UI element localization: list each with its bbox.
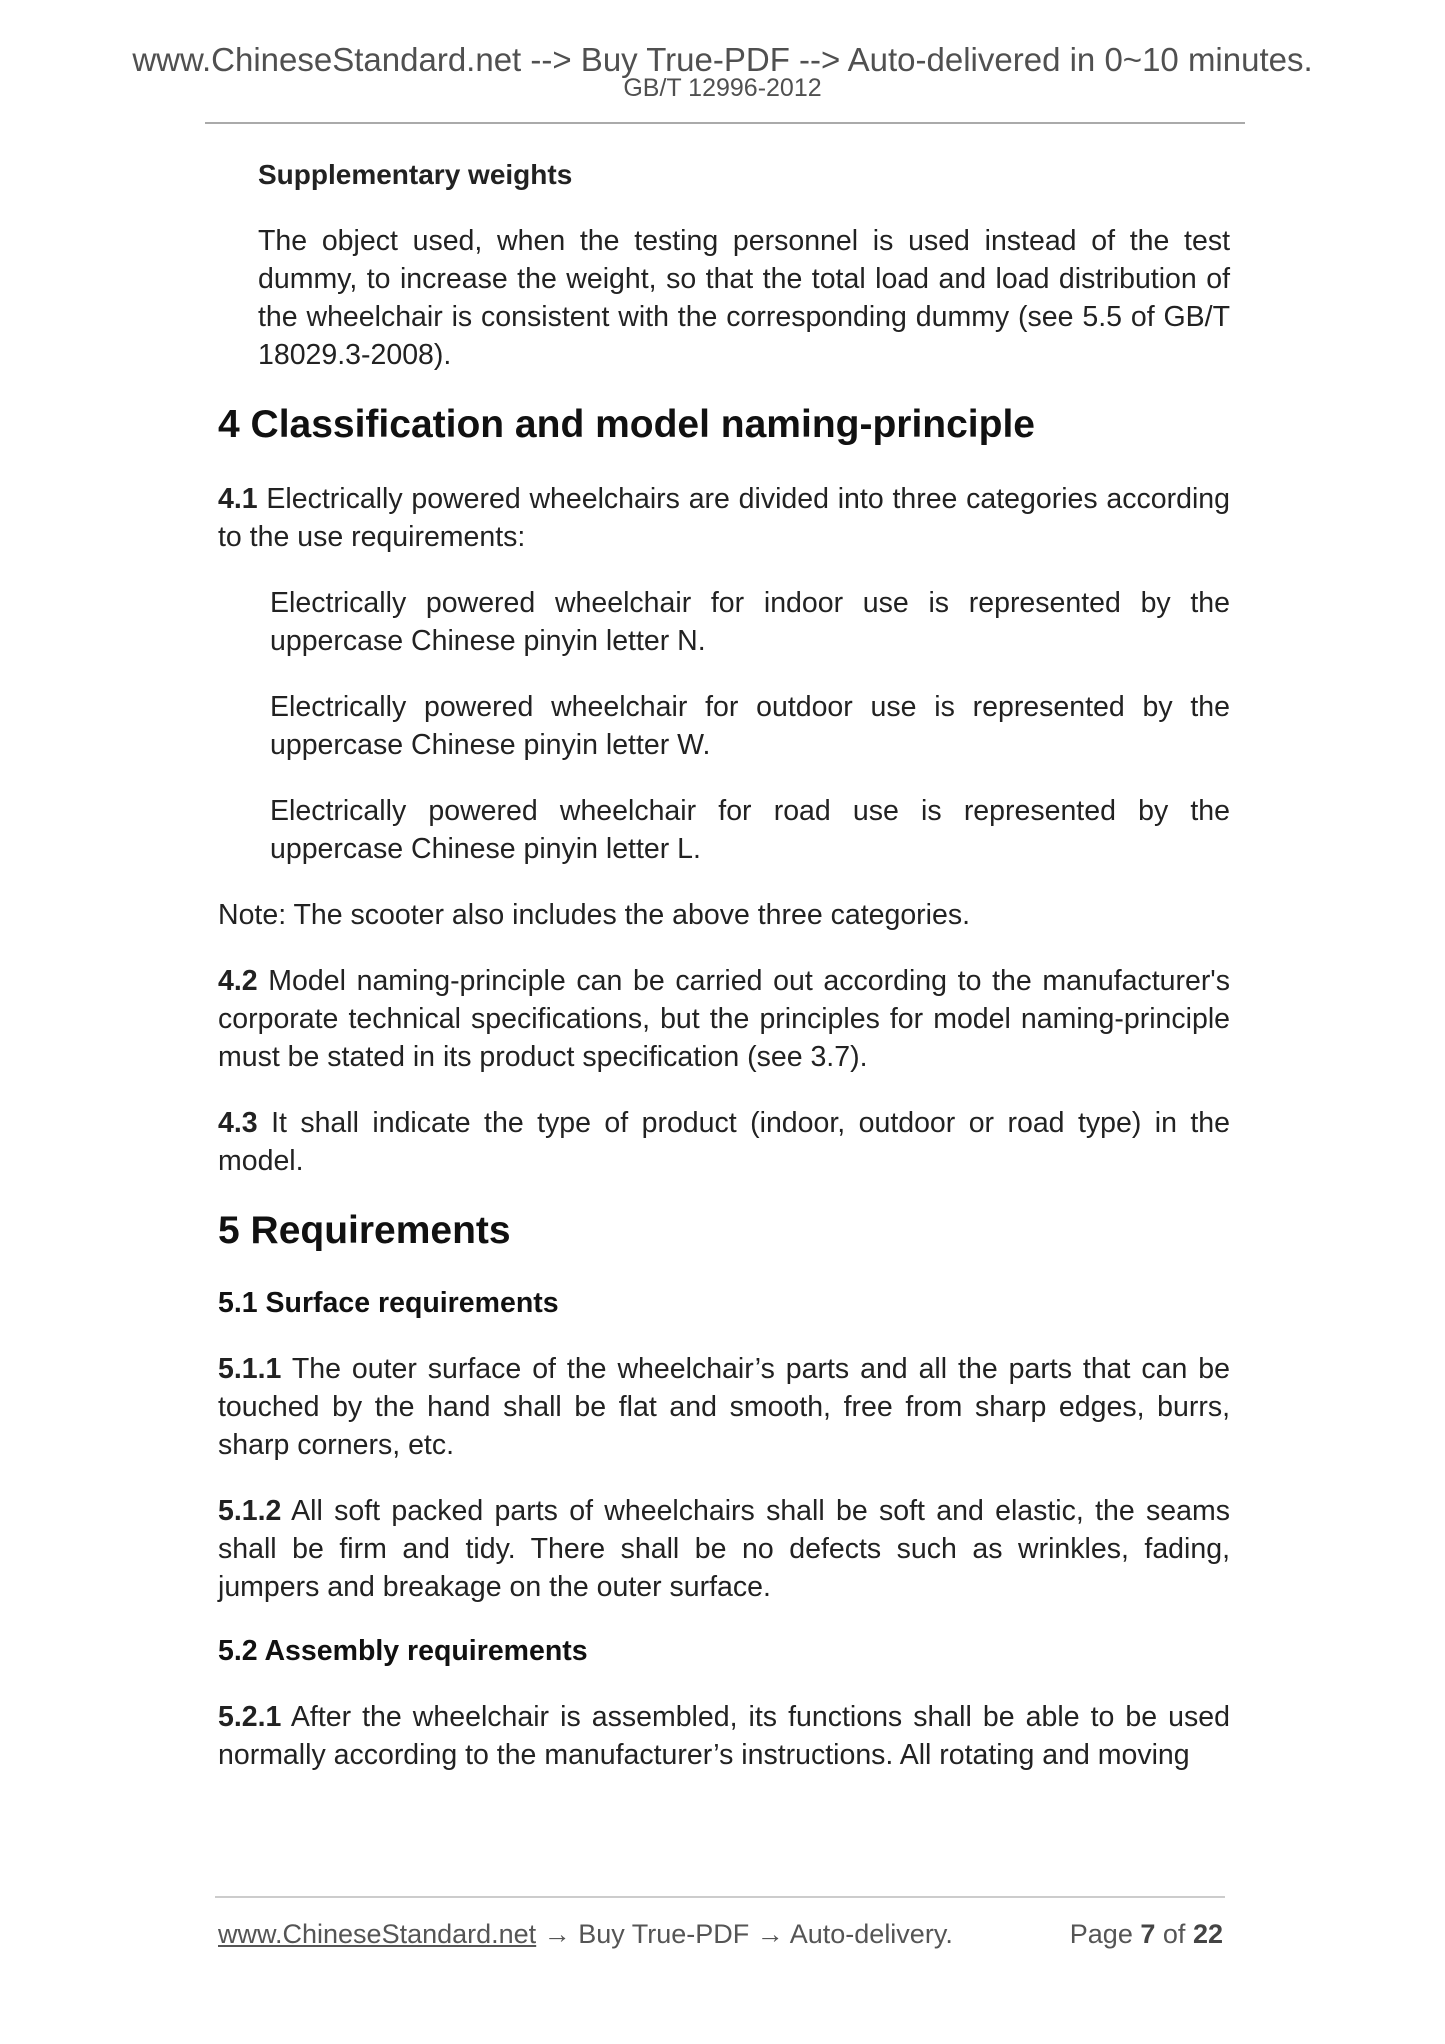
of-label: of — [1162, 1919, 1186, 1949]
footer — [218, 1918, 1223, 1950]
page-label: Page — [1069, 1919, 1133, 1949]
clause-text: Model naming-principle can be carried out according to the manufacturer's corporate technical specifications, but the principles for model naming-principle must be stated in its product specification (see 3.7). — [218, 965, 1230, 1073]
subsection-5-2-heading: 5.2 Assembly requirements — [218, 1635, 588, 1667]
subsection-5-1-heading: 5.1 Surface requirements — [218, 1287, 559, 1319]
clause-text: Electrically powered wheelchairs are divided into three categories according to the use requirements: — [218, 483, 1230, 553]
page-content — [218, 158, 1230, 1802]
standard-code: GB/T 12996-2012 — [623, 74, 822, 102]
clause-4-2 — [218, 962, 1230, 1076]
category-indoor: Electrically powered wheelchair for indoor use is represented by the uppercase Chinese pinyin letter N. — [270, 587, 1230, 657]
header-divider — [205, 122, 1245, 124]
clause-4-3 — [218, 1104, 1230, 1180]
clause-5-1-2 — [218, 1492, 1230, 1606]
category-outdoor: Electrically powered wheelchair for outdoor use is represented by the uppercase Chinese pinyin letter W. — [270, 691, 1230, 761]
clause-number: 4.2 — [218, 965, 258, 997]
clause-number: 5.1.1 — [218, 1353, 282, 1385]
clause-text: It shall indicate the type of product (indoor, outdoor or road type) in the model. — [218, 1107, 1230, 1177]
footer-site-link[interactable]: www.ChineseStandard.net — [218, 1919, 537, 1949]
section-5-heading: 5 Requirements — [218, 1209, 511, 1252]
page-number: 7 — [1140, 1919, 1156, 1949]
footer-divider — [215, 1896, 1225, 1898]
clause-text: All soft packed parts of wheelchairs shall be soft and elastic, the seams shall be firm and tidy. There shall be no defects such as wrinkles, fading, jumpers and breakage on the outer surface. — [218, 1495, 1230, 1603]
clause-number: 4.3 — [218, 1107, 258, 1139]
note: Note: The scooter also includes the above three categories. — [218, 899, 971, 931]
clause-number: 5.1.2 — [218, 1495, 282, 1527]
clause-number: 4.1 — [218, 483, 258, 515]
clause-5-1-1 — [218, 1350, 1230, 1464]
top-banner: www.ChineseStandard.net --> Buy True-PDF --> Auto-delivered in 0~10 minutes. — [132, 41, 1313, 78]
clause-4-1 — [218, 480, 1230, 556]
page-total: 22 — [1192, 1919, 1223, 1949]
clause-text: The outer surface of the wheelchair’s parts and all the parts that can be touched by the hand shall be flat and smooth, free from sharp edges, burrs, sharp corners, etc. — [218, 1353, 1230, 1461]
clause-text: After the wheelchair is assembled, its functions shall be able to be used normally according to the manufacturer’s instructions. All rotating and moving — [218, 1701, 1230, 1771]
term-title: Supplementary weights — [258, 159, 573, 190]
term-definition: The object used, when the testing personnel is used instead of the test dummy, to increase the weight, so that the total load and load distribution of the wheelchair is consistent with the corresponding dummy (see 5.5 of GB/T 18029.3-2008). — [258, 225, 1230, 371]
category-road: Electrically powered wheelchair for road use is represented by the uppercase Chinese pinyin letter L. — [270, 795, 1230, 865]
clause-5-2-1 — [218, 1698, 1230, 1774]
footer-delivery-text: → Buy True-PDF → Auto-delivery. — [536, 1919, 953, 1949]
section-4-heading: 4 Classification and model naming-principle — [218, 403, 1035, 446]
page-indicator — [1070, 1918, 1223, 1950]
clause-number: 5.2.1 — [218, 1701, 282, 1733]
